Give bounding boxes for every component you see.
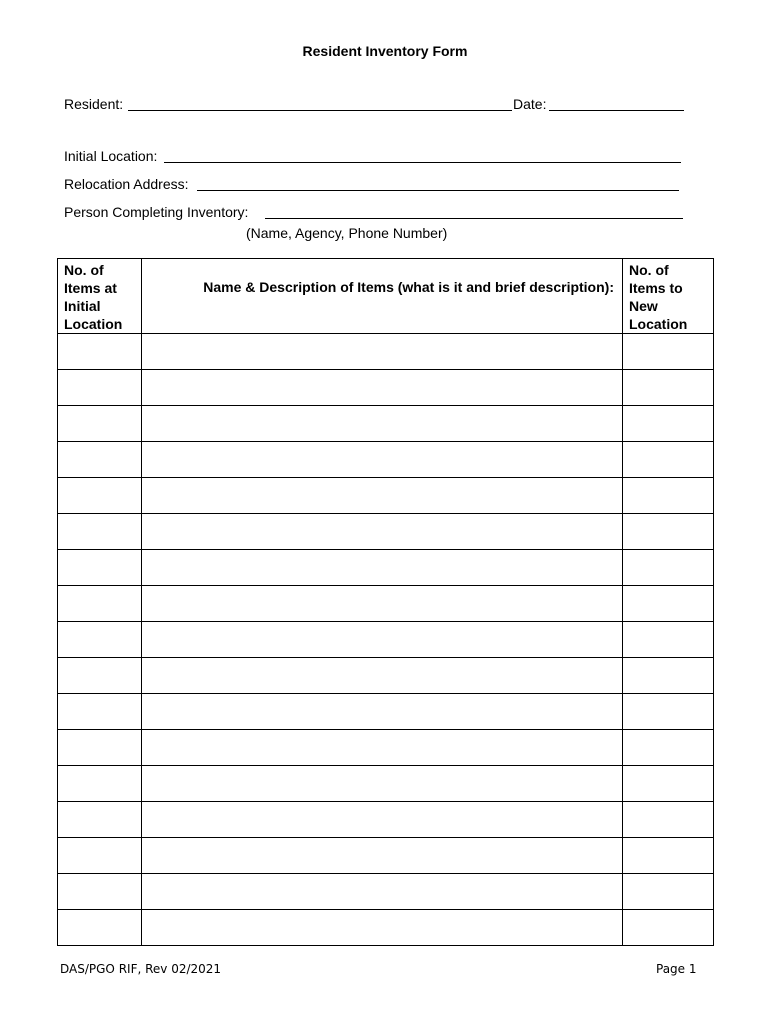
cell-new-count[interactable] — [623, 478, 714, 514]
cell-description[interactable] — [142, 442, 623, 478]
resident-label: Resident: — [64, 96, 124, 112]
cell-initial-count[interactable] — [58, 694, 142, 730]
cell-new-count[interactable] — [623, 838, 714, 874]
cell-description[interactable] — [142, 838, 623, 874]
table-row — [58, 478, 714, 514]
table-row — [58, 910, 714, 946]
table-row — [58, 766, 714, 802]
initial-location-label: Initial Location: — [64, 148, 158, 164]
table-row — [58, 658, 714, 694]
table-row — [58, 406, 714, 442]
cell-description[interactable] — [142, 874, 623, 910]
col-header-new-count: No. of Items to New Location — [623, 259, 714, 334]
cell-initial-count[interactable] — [58, 622, 142, 658]
cell-description[interactable] — [142, 766, 623, 802]
relocation-address-input-line[interactable] — [197, 190, 679, 191]
cell-description[interactable] — [142, 586, 623, 622]
cell-description[interactable] — [142, 370, 623, 406]
table-row — [58, 802, 714, 838]
footer-revision: DAS/PGO RIF, Rev 02/2021 — [60, 962, 222, 976]
cell-initial-count[interactable] — [58, 766, 142, 802]
cell-initial-count[interactable] — [58, 334, 142, 370]
cell-description[interactable] — [142, 802, 623, 838]
cell-initial-count[interactable] — [58, 910, 142, 946]
table-row — [58, 514, 714, 550]
cell-new-count[interactable] — [623, 694, 714, 730]
table-row — [58, 622, 714, 658]
person-completing-input-line[interactable] — [265, 218, 683, 219]
cell-new-count[interactable] — [623, 334, 714, 370]
cell-initial-count[interactable] — [58, 370, 142, 406]
person-completing-label: Person Completing Inventory: — [64, 204, 249, 220]
cell-initial-count[interactable] — [58, 730, 142, 766]
table-row — [58, 370, 714, 406]
cell-description[interactable] — [142, 622, 623, 658]
table-row — [58, 838, 714, 874]
table-row — [58, 874, 714, 910]
cell-new-count[interactable] — [623, 550, 714, 586]
cell-initial-count[interactable] — [58, 586, 142, 622]
cell-initial-count[interactable] — [58, 874, 142, 910]
cell-new-count[interactable] — [623, 802, 714, 838]
table-row — [58, 550, 714, 586]
col-header-description: Name & Description of Items (what is it and brief description): — [142, 259, 623, 334]
resident-input-line[interactable] — [128, 110, 512, 111]
cell-new-count[interactable] — [623, 730, 714, 766]
cell-description[interactable] — [142, 478, 623, 514]
table-header-row — [58, 259, 714, 334]
date-label: Date: — [513, 96, 547, 112]
inventory-table — [57, 258, 714, 946]
cell-new-count[interactable] — [623, 766, 714, 802]
cell-new-count[interactable] — [623, 910, 714, 946]
cell-description[interactable] — [142, 730, 623, 766]
table-row — [58, 442, 714, 478]
cell-initial-count[interactable] — [58, 406, 142, 442]
person-completing-hint: (Name, Agency, Phone Number) — [246, 225, 448, 241]
cell-description[interactable] — [142, 334, 623, 370]
cell-description[interactable] — [142, 406, 623, 442]
cell-initial-count[interactable] — [58, 550, 142, 586]
cell-new-count[interactable] — [623, 874, 714, 910]
cell-initial-count[interactable] — [58, 514, 142, 550]
initial-location-input-line[interactable] — [164, 162, 681, 163]
date-input-line[interactable] — [549, 110, 684, 111]
cell-new-count[interactable] — [623, 370, 714, 406]
cell-description[interactable] — [142, 514, 623, 550]
table-row — [58, 730, 714, 766]
relocation-address-label: Relocation Address: — [64, 176, 189, 192]
table-row — [58, 694, 714, 730]
cell-initial-count[interactable] — [58, 442, 142, 478]
form-title: Resident Inventory Form — [302, 43, 468, 59]
table-row — [58, 334, 714, 370]
table-row — [58, 586, 714, 622]
cell-new-count[interactable] — [623, 586, 714, 622]
cell-description[interactable] — [142, 694, 623, 730]
cell-description[interactable] — [142, 658, 623, 694]
cell-description[interactable] — [142, 550, 623, 586]
cell-new-count[interactable] — [623, 514, 714, 550]
inventory-table-body — [58, 334, 714, 946]
cell-initial-count[interactable] — [58, 838, 142, 874]
cell-initial-count[interactable] — [58, 658, 142, 694]
cell-initial-count[interactable] — [58, 802, 142, 838]
cell-new-count[interactable] — [623, 658, 714, 694]
cell-new-count[interactable] — [623, 406, 714, 442]
cell-new-count[interactable] — [623, 442, 714, 478]
footer-page-number: Page 1 — [656, 962, 697, 976]
cell-new-count[interactable] — [623, 622, 714, 658]
col-header-initial-count: No. of Items at Initial Location — [58, 259, 142, 334]
cell-description[interactable] — [142, 910, 623, 946]
cell-initial-count[interactable] — [58, 478, 142, 514]
